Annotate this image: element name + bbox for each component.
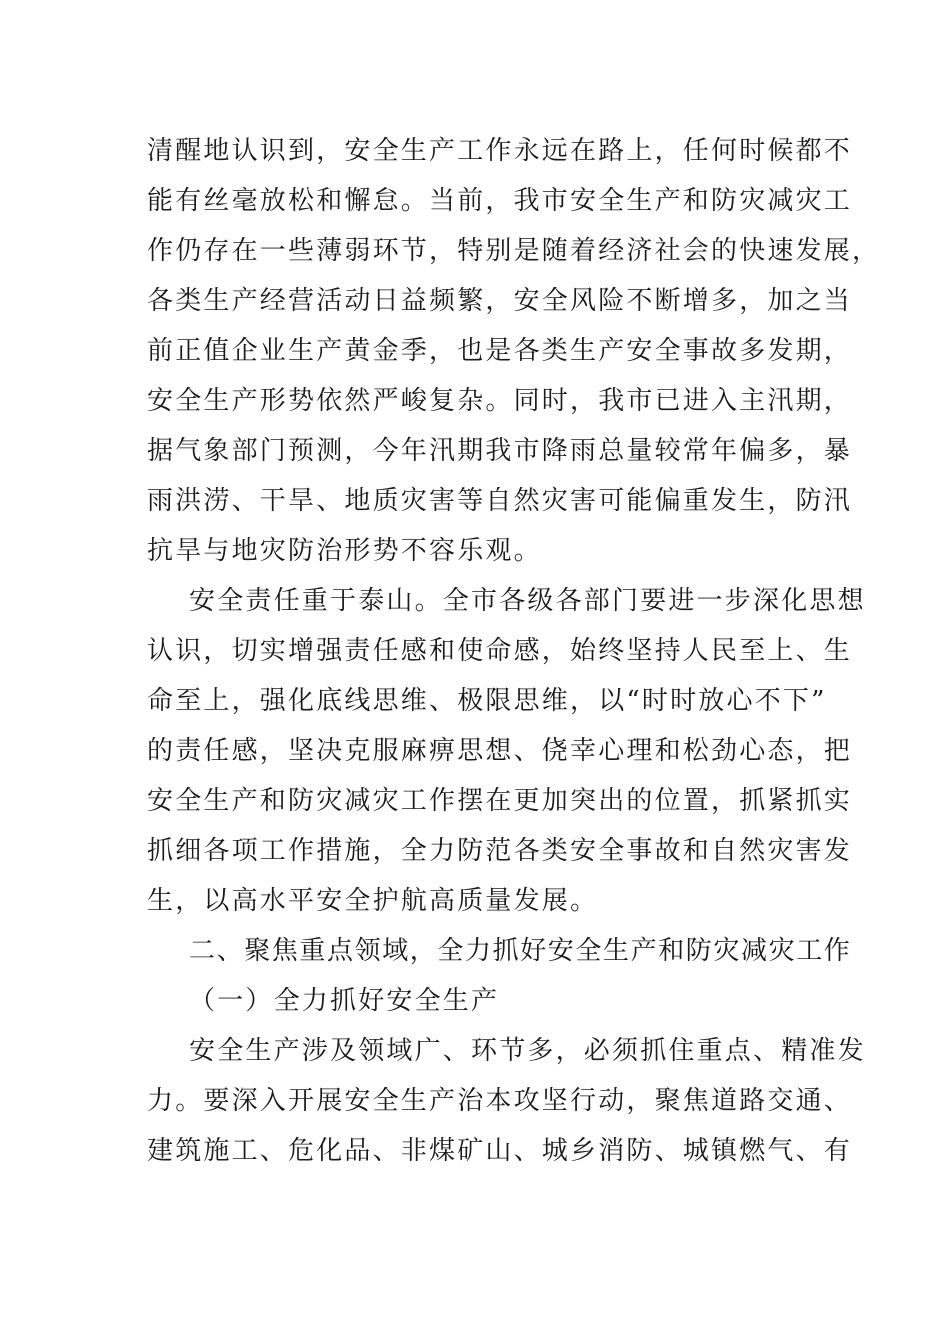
paragraph-line: 力。要深入开展安全生产治本攻坚行动，聚焦道路交通、 [147, 1086, 853, 1116]
paragraph-line: 作仍存在一些薄弱环节，特别是随着经济社会的快速发展， [147, 236, 881, 266]
paragraph-line: 安全生产形势依然严峻复杂。同时，我市已进入主汛期， [147, 386, 853, 416]
paragraph-line: 的责任感，坚决克服麻痹思想、侥幸心理和松劲心态，把 [147, 736, 853, 766]
paragraph-line: 安全生产涉及领域广、环节多，必须抓住重点、精准发 [189, 1036, 866, 1066]
paragraph-line: 建筑施工、危化品、非煤矿山、城乡消防、城镇燃气、有 [147, 1136, 853, 1166]
paragraph-line: 据气象部门预测，今年汛期我市降雨总量较常年偏多，暴 [147, 436, 853, 466]
paragraph-line: 抓细各项工作措施，全力防范各类安全事故和自然灾害发 [147, 836, 853, 866]
paragraph-line: 安全责任重于泰山。全市各级各部门要进一步深化思想 [189, 586, 866, 616]
section-heading: 二、聚焦重点领域，全力抓好安全生产和防灾减灾工作 [189, 936, 852, 966]
paragraph-line: 清醒地认识到，安全生产工作永远在路上，任何时候都不 [147, 136, 853, 166]
paragraph-line: 雨洪涝、干旱、地质灾害等自然灾害可能偏重发生，防汛 [147, 486, 853, 516]
paragraph-line: 各类生产经营活动日益频繁，安全风险不断增多，加之当 [147, 286, 853, 316]
paragraph-line: 抗旱与地灾防治形势不容乐观。 [147, 536, 542, 566]
paragraph-line: 生，以高水平安全护航高质量发展。 [147, 886, 599, 916]
paragraph-line: 能有丝毫放松和懈怠。当前，我市安全生产和防灾减灾工 [147, 186, 853, 216]
paragraph-line: 前正值企业生产黄金季，也是各类生产安全事故多发期， [147, 336, 853, 366]
paragraph-line: 认识，切实增强责任感和使命感，始终坚持人民至上、生 [147, 636, 853, 666]
paragraph-line: 命至上，强化底线思维、极限思维，以“时时放心不下” [147, 686, 827, 716]
paragraph-line: 安全生产和防灾减灾工作摆在更加突出的位置，抓紧抓实 [147, 786, 853, 816]
subsection-heading: （一）全力抓好安全生产 [189, 986, 500, 1016]
